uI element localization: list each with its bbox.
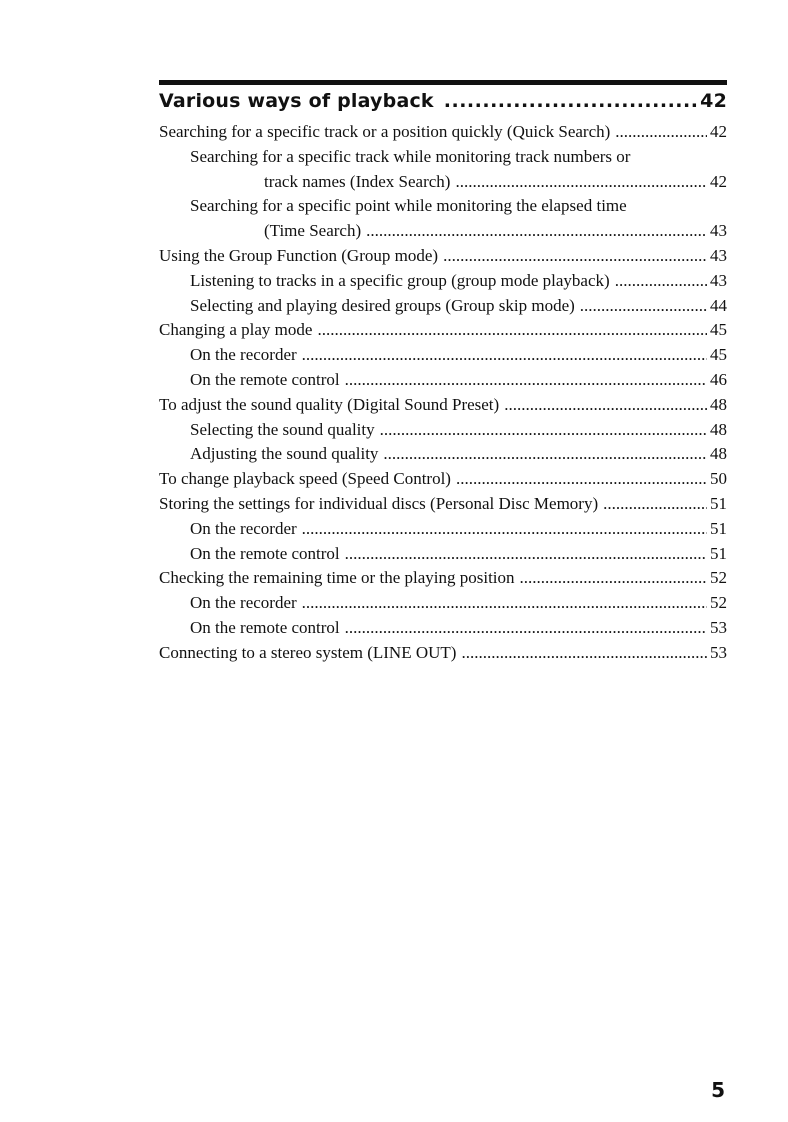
leader-dots <box>317 318 707 343</box>
toc-entry-page: 48 <box>710 419 727 439</box>
leader-dots <box>504 393 707 418</box>
leader-dots <box>615 120 707 145</box>
toc-entry-page: 45 <box>710 345 727 365</box>
section-heading-page: 42 <box>700 90 727 112</box>
toc-entry[interactable] <box>159 294 727 319</box>
toc-entry-text: Using the Group Function (Group mode) <box>159 245 439 265</box>
toc-entry-page: 44 <box>710 295 727 315</box>
toc-entry[interactable] <box>159 616 727 641</box>
toc-entry-text: Changing a play mode <box>159 320 313 340</box>
toc-entry-page: 42 <box>710 171 727 191</box>
leader-dots <box>455 170 707 195</box>
toc-entry[interactable] <box>159 542 727 567</box>
toc-entry-text: To adjust the sound quality (Digital Sound Preset) <box>159 394 500 414</box>
toc-entry-page: 43 <box>710 245 727 265</box>
toc-entry-text: Searching for a specific track while monitoring track numbers or <box>190 146 631 166</box>
toc-entry-page: 51 <box>710 518 727 538</box>
toc-entry[interactable] <box>159 194 727 244</box>
toc-entry-text: Listening to tracks in a specific group (group mode playback) <box>190 270 610 290</box>
toc-entry-text-continued: track names (Index Search) <box>264 171 451 191</box>
toc-entry-page: 53 <box>710 617 727 637</box>
leader-dots <box>603 492 707 517</box>
toc-entry-text: Selecting and playing desired groups (Group skip mode) <box>190 295 575 315</box>
toc-entry[interactable] <box>159 641 727 666</box>
toc-entry-page: 52 <box>710 593 727 613</box>
toc-entry[interactable] <box>159 492 727 517</box>
leader-dots <box>461 641 707 666</box>
toc-entry[interactable] <box>159 442 727 467</box>
toc-entry-page: 53 <box>710 642 727 662</box>
toc-entry-text: On the remote control <box>190 369 340 389</box>
leader-dots <box>520 566 707 591</box>
toc-entry-page: 51 <box>710 493 727 513</box>
page-number: 5 <box>711 1078 725 1102</box>
toc-entry-text: On the recorder <box>190 345 297 365</box>
leader-dots <box>443 244 707 269</box>
section-heading-text: Various ways of playback <box>159 90 434 112</box>
toc-entry-page: 51 <box>710 543 727 563</box>
toc-entry-text-continued: (Time Search) <box>264 221 362 241</box>
toc-entry[interactable] <box>159 318 727 343</box>
leader-dots <box>345 368 707 393</box>
toc-entry[interactable] <box>159 517 727 542</box>
table-of-contents <box>159 80 727 666</box>
toc-entry[interactable] <box>159 269 727 294</box>
toc-entry[interactable] <box>159 418 727 443</box>
toc-entry-page: 45 <box>710 320 727 340</box>
toc-entry-page: 50 <box>710 469 727 489</box>
leader-dots <box>302 343 707 368</box>
toc-entry-text: Checking the remaining time or the playing position <box>159 568 515 588</box>
toc-entry-text: To change playback speed (Speed Control) <box>159 469 451 489</box>
toc-entry-text: Connecting to a stereo system (LINE OUT) <box>159 642 457 662</box>
toc-entry[interactable] <box>159 368 727 393</box>
leader-dots <box>383 442 707 467</box>
leader-dots <box>380 418 707 443</box>
leader-dots <box>615 269 707 294</box>
toc-entry[interactable] <box>159 343 727 368</box>
toc-entry-page: 42 <box>710 122 727 141</box>
toc-entry-text: On the remote control <box>190 543 340 563</box>
toc-entry[interactable] <box>159 244 727 269</box>
leader-dots <box>580 294 707 319</box>
leader-dots <box>456 467 707 492</box>
toc-entry[interactable] <box>159 591 727 616</box>
toc-entry[interactable] <box>159 145 727 195</box>
toc-entry-text: Searching for a specific point while monitoring the elapsed time <box>190 196 627 216</box>
toc-entry-text: On the recorder <box>190 518 297 538</box>
toc-entry[interactable] <box>159 393 727 418</box>
toc-entry-page: 48 <box>710 394 727 414</box>
section-rule <box>159 80 727 85</box>
toc-entry[interactable] <box>159 467 727 492</box>
toc-entry-text: Adjusting the sound quality <box>190 444 379 464</box>
section-heading <box>159 90 727 120</box>
leader-dots <box>302 591 707 616</box>
toc-entry[interactable] <box>159 566 727 591</box>
toc-entry-text: On the recorder <box>190 593 297 613</box>
leader-dots <box>345 542 707 567</box>
leader-dots <box>444 90 698 112</box>
toc-entry-page: 43 <box>710 270 727 290</box>
toc-entry-page: 52 <box>710 568 727 588</box>
toc-entry-text: Searching for a specific track or a position quickly (Quick Search) <box>159 122 611 141</box>
toc-entry-text: Storing the settings for individual discs (Personal Disc Memory) <box>159 493 599 513</box>
toc-entry-page: 43 <box>710 221 727 241</box>
toc-entry[interactable] <box>159 120 727 145</box>
leader-dots <box>345 616 707 641</box>
toc-entry-text: On the remote control <box>190 617 340 637</box>
toc-entry-page: 46 <box>710 369 727 389</box>
leader-dots <box>302 517 707 542</box>
toc-entry-page: 48 <box>710 444 727 464</box>
toc-entry-text: Selecting the sound quality <box>190 419 375 439</box>
leader-dots <box>366 219 707 244</box>
